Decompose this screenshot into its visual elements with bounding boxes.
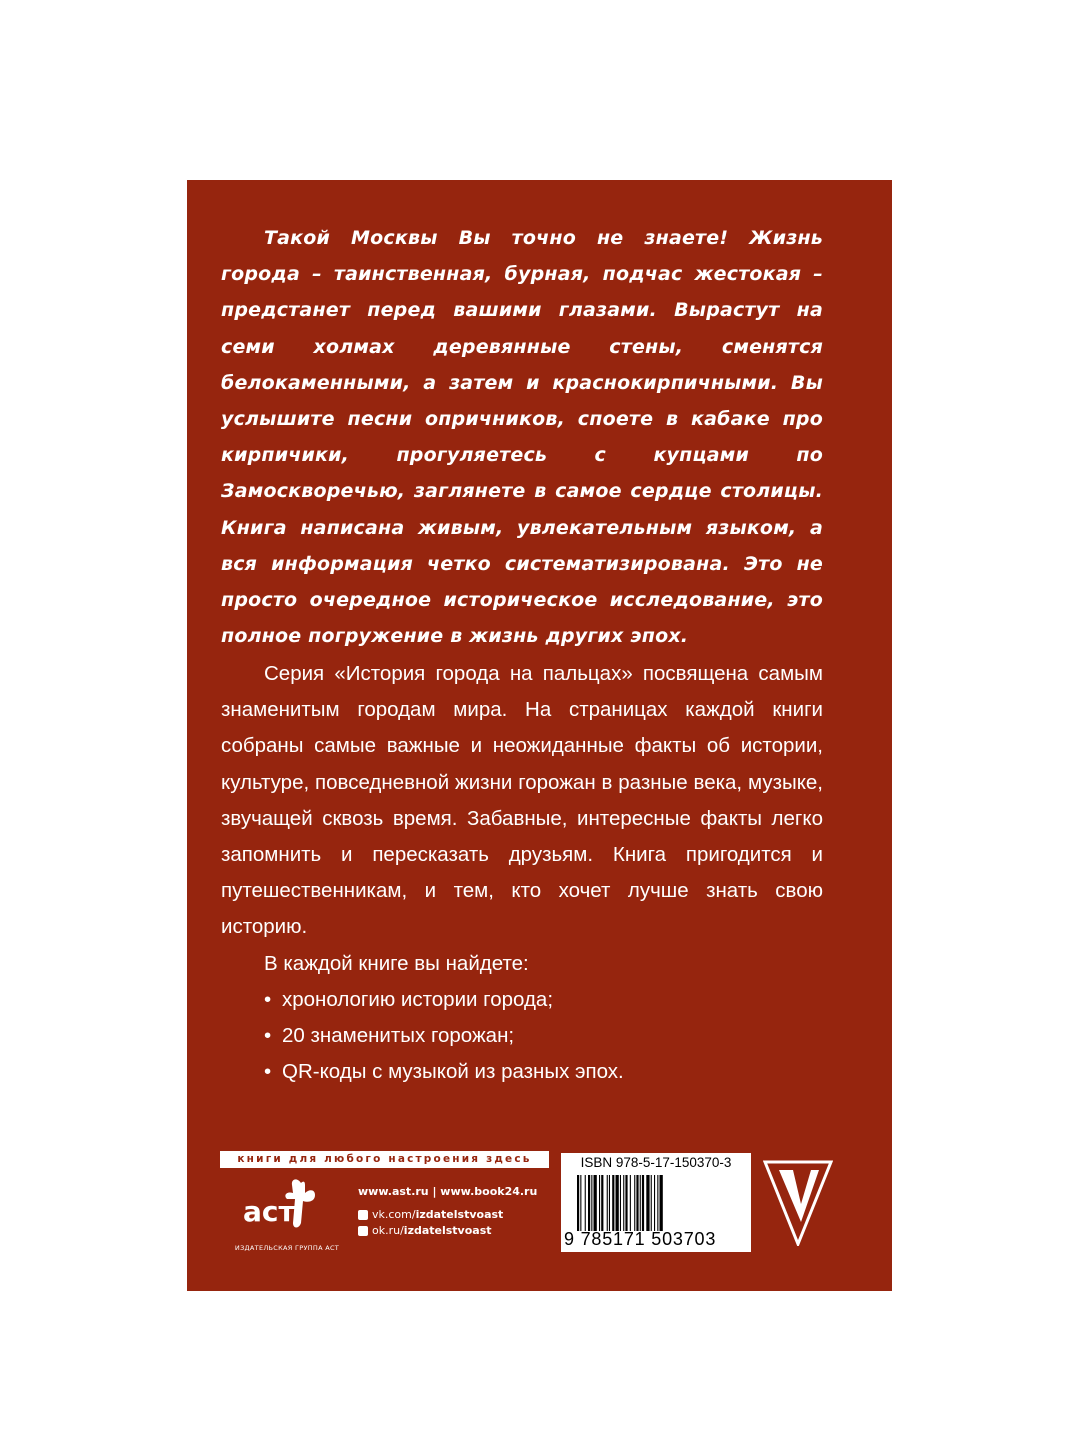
- list-item: [264, 982, 624, 1018]
- bullet-icon: •: [264, 988, 272, 1011]
- barcode-bars: [577, 1175, 737, 1231]
- feature-text: QR-коды с музыкой из разных эпох.: [282, 1060, 624, 1084]
- features-list: [264, 982, 624, 1091]
- publisher-imprint: ИЗДАТЕЛЬСКАЯ ГРУППА АСТ: [234, 1244, 340, 1252]
- ok-icon: [358, 1226, 368, 1236]
- features-intro: В каждой книге вы найдете:: [264, 952, 529, 975]
- logo-text: аст: [243, 1195, 295, 1228]
- list-item: [264, 1018, 624, 1054]
- barcode-digits: 9 785171 503703: [564, 1229, 717, 1249]
- series-description: Серия «История города на пальцах» посвящена самым знаменитым городам мира. На страницах каждой книги собраны самые важные и неожиданные факты об истории, культуре, повседневной жизни горожан в разные века, музыке, звучащей сквозь время. Забавные, интересные факты легко запомнить и пересказать друзьям. Книга пригодится и путешественникам, и тем, кто хочет лучше знать свою историю.: [221, 662, 823, 939]
- bullet-icon: •: [264, 1060, 272, 1084]
- ast-logo: [239, 1175, 329, 1237]
- barcode: [561, 1153, 751, 1252]
- v-logo: [763, 1160, 833, 1246]
- vk-link: vk.com/ izdatelstvoast: [358, 1207, 503, 1223]
- list-item: [264, 1054, 624, 1090]
- bullet-icon: •: [264, 1024, 272, 1048]
- publisher-tagline: книги для любого настроения здесь: [220, 1151, 549, 1168]
- feature-text: хронологию истории города;: [282, 988, 554, 1011]
- vk-icon: [358, 1210, 368, 1220]
- book-back-cover: [187, 180, 892, 1291]
- social-links: [358, 1207, 503, 1239]
- feature-text: 20 знаменитых горожан;: [282, 1024, 515, 1048]
- ok-link: ok.ru/ izdatelstvoast: [358, 1223, 503, 1239]
- book-blurb: Такой Москвы Вы точно не знаете! Жизнь города – таинственная, бурная, подчас жестокая – предстанет перед вашими глазами. Вырастут на семи холмах деревянные стены, сменятся белокаменными, а затем и краснокирпичными. Вы услышите песни опричников, споете в кабаке про кирпичики, прогуляетесь с купцами по Замоскворечью, заглянете в самое сердце столицы. Книга написана живым, увлекательным языком, а вся информация четко систематизирована. Это не просто очередное историческое исследование, это полное погружение в жизнь других эпох.: [221, 227, 823, 648]
- publisher-websites: www.ast.ru | www.book24.ru: [358, 1185, 538, 1198]
- isbn-number: ISBN 978-5-17-150370-3: [580, 1155, 732, 1170]
